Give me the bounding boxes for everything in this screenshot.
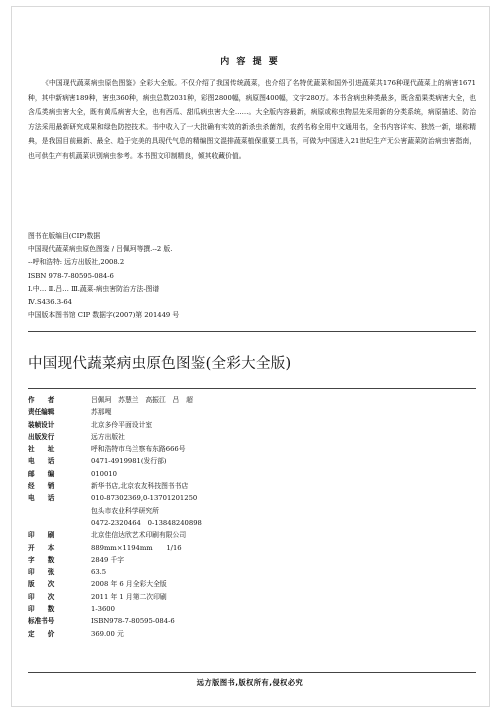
info-value: 远方出版社: [91, 432, 125, 441]
info-label: 印 刷: [28, 531, 55, 540]
copyright-notice: 远方版图书,版权所有,侵权必究: [196, 678, 304, 687]
info-value: 010010: [91, 469, 117, 478]
info-row: [28, 505, 476, 517]
info-value: 2008 年 6 月全彩大全版: [91, 580, 167, 589]
cip-isbn-line: ISBN 978-7-80595-084-6: [28, 271, 114, 280]
info-row: [28, 615, 476, 627]
info-label: 印 数: [28, 605, 55, 614]
info-label: 字 数: [28, 555, 55, 564]
info-row: [28, 566, 476, 578]
info-label: 版 次: [28, 580, 55, 589]
info-label: 开 本: [28, 543, 55, 552]
info-label: [28, 517, 91, 529]
info-value: 1-3600: [91, 605, 115, 614]
abstract-heading: 内 容 提 要: [220, 57, 280, 67]
info-value: 0472-2320464 0-13848240898: [91, 518, 202, 527]
info-value: 0471-4919981(发行部): [91, 457, 167, 466]
info-row: [28, 554, 476, 566]
info-value: 北京佳信达欣艺术印刷有限公司: [91, 531, 187, 540]
cip-record-number-line: 中国版本图书馆 CIP 数据字(2007)第 201449 号: [28, 311, 180, 320]
info-row: [28, 542, 476, 554]
info-row: [28, 517, 476, 529]
info-value: 010-87302369,0-13701201250: [91, 494, 198, 503]
info-row: [28, 480, 476, 492]
info-row: [28, 394, 476, 406]
info-label: 作 者: [28, 396, 55, 404]
info-value: 苏那嘎: [91, 408, 112, 417]
info-row: [28, 419, 476, 431]
info-label: [28, 505, 91, 517]
cip-title-line: 中国现代蔬菜病虫原色图鉴 / 吕佩珂等撰.--2 版.: [28, 245, 173, 254]
info-value: 北京多伶平面设计室: [91, 420, 153, 429]
info-value: 2011 年 1 月第二次印刷: [91, 592, 167, 601]
cip-data-block: [28, 230, 328, 322]
info-label: 责任编辑: [28, 408, 55, 417]
info-row: [28, 591, 476, 603]
cip-subject-line: Ⅰ.中… Ⅱ.吕… Ⅲ.蔬菜-病虫害防治方法-图谱: [28, 284, 160, 293]
info-label: 电 话: [28, 494, 55, 503]
info-value: 63.5: [91, 568, 107, 577]
info-row: [28, 578, 476, 590]
info-row: [28, 431, 476, 443]
info-label: 邮 编: [28, 469, 55, 478]
info-label: 电 话: [28, 457, 55, 466]
info-label: 出版发行: [28, 432, 55, 441]
publication-info-table: [28, 394, 476, 640]
info-label: 装帧设计: [28, 420, 55, 429]
cip-publisher-line: --呼和浩特: 远方出版社,2008.2: [28, 258, 125, 267]
info-label: 标准书号: [28, 617, 55, 626]
book-title: 中国现代蔬菜病虫原色图鉴(全彩大全版): [28, 356, 292, 372]
info-row: [28, 603, 476, 615]
info-label: 定 价: [28, 629, 55, 638]
info-value: 包头市农业科学研究所: [91, 506, 159, 515]
cip-divider: [28, 331, 476, 332]
info-value: 369.00 元: [91, 629, 124, 638]
info-row: [28, 628, 476, 640]
info-row: [28, 443, 476, 455]
info-value: 新华书店,北京农友科技图书书店: [91, 482, 189, 491]
info-row: [28, 455, 476, 467]
info-row: [28, 468, 476, 480]
info-label: 印 张: [28, 568, 55, 577]
info-label: 印 次: [28, 592, 55, 601]
info-row: [28, 492, 476, 504]
abstract-paragraph: 《中国现代蔬菜病虫原色图鉴》全彩大全版。不仅介绍了我国传统蔬菜，也介绍了名特优蔬菜和国外引进蔬菜共176种现代蔬菜上的病害1671种，其中新病害189种，害虫360种，病虫总数2031种，彩图2800幅，病原图400幅，文字280万。本书含病虫种类最多，既含茄果类病害大全，也含瓜类病虫害大全，既有黄瓜病害大全，也有西瓜、甜瓜病虫害大全……。大全版内容最新，病原或称虫物层先采用新的分类系统，病原描述、防治方法采用最新研究成果和绿色防控技术。书中收入了一大批确有实效的新杀虫杀菌剂，农药名称全用中文通用名，全书内容详实、独然一新，堪称精典，是我国目前最新、最全、趋于完美的具现代气息的精编图文混排蔬菜植保重要工具书，可做为中国进入21世纪生产无公害蔬菜防治病虫害指南，也可供生产有机蔬菜识别病虫参考。本书图文印制精良，倾其收藏价值。: [28, 79, 476, 160]
title-divider: [28, 388, 476, 389]
info-label: 社 址: [28, 445, 55, 454]
info-label: 经 销: [28, 482, 55, 491]
info-value: 2849 千字: [91, 555, 125, 564]
abstract-body: [28, 76, 476, 164]
cip-heading: 图书在版编目(CIP)数据: [28, 232, 101, 240]
footer-divider: [28, 672, 476, 673]
cip-classification-line: Ⅳ.S436.3-64: [28, 298, 73, 307]
info-row: [28, 406, 476, 418]
info-row: [28, 529, 476, 541]
info-value: 吕佩珂 苏慧兰 高振江 吕 超: [91, 396, 193, 404]
info-value: 呼和浩特市乌兰察布东路666号: [91, 445, 186, 454]
info-value: ISBN978-7-80595-084-6: [91, 617, 175, 626]
info-value: 889mm×1194mm 1/16: [91, 543, 182, 552]
